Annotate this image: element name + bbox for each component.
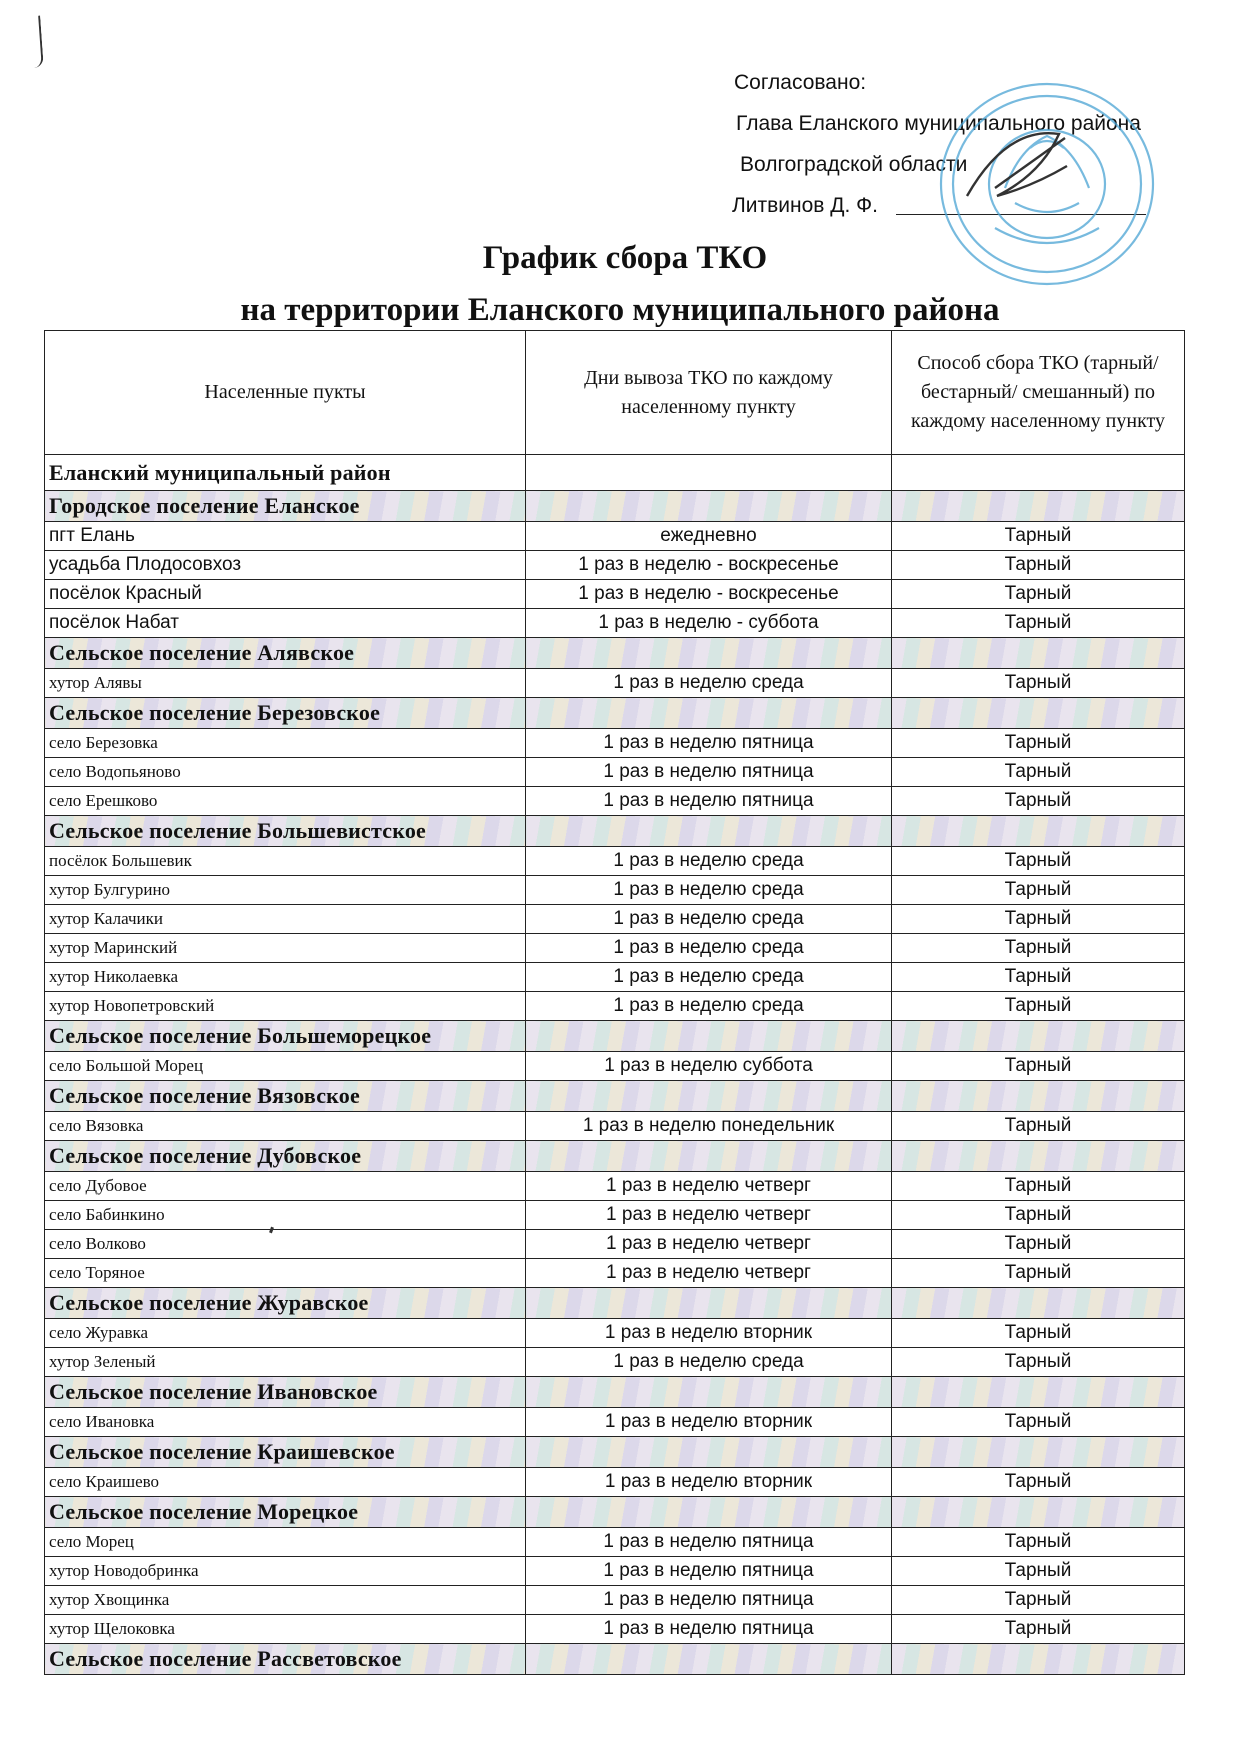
document-subtitle: на территории Еланского муниципального района	[240, 292, 1000, 328]
group-method-cell	[892, 1377, 1185, 1408]
collection-method: Тарный	[892, 669, 1185, 698]
settlement-name: село Морец	[45, 1528, 526, 1557]
settlement-name: усадьба Плодосовхоз	[45, 551, 526, 580]
approval-signatory-name: Литвинов Д. Ф.	[732, 194, 878, 217]
settlement-group-name: Сельское поселение Вязовское	[45, 1081, 526, 1112]
table-row	[45, 992, 1185, 1021]
collection-days: 1 раз в неделю - воскресенье	[526, 580, 892, 609]
table-row	[45, 1052, 1185, 1081]
settlement-name: село Березовка	[45, 729, 526, 758]
collection-days: 1 раз в неделю четверг	[526, 1259, 892, 1288]
collection-days: 1 раз в неделю среда	[526, 847, 892, 876]
collection-days: 1 раз в неделю вторник	[526, 1408, 892, 1437]
group-method-cell	[892, 1644, 1185, 1675]
settlement-name: село Журавка	[45, 1319, 526, 1348]
settlement-group-name: Сельское поселение Большевистское	[45, 816, 526, 847]
settlement-group-row	[45, 1141, 1185, 1172]
district-row	[45, 455, 1185, 491]
collection-days: 1 раз в неделю среда	[526, 669, 892, 698]
collection-method: Тарный	[892, 1112, 1185, 1141]
table-row	[45, 580, 1185, 609]
settlement-group-row	[45, 816, 1185, 847]
table-row	[45, 787, 1185, 816]
settlement-group-name: Сельское поселение Ивановское	[45, 1377, 526, 1408]
district-name: Еланский муниципальный район	[45, 455, 526, 491]
settlement-name: пгт Елань	[45, 522, 526, 551]
group-days-cell	[526, 638, 892, 669]
margin-handwritten-mark	[24, 16, 44, 69]
collection-method: Тарный	[892, 1408, 1185, 1437]
group-days-cell	[526, 1644, 892, 1675]
collection-method: Тарный	[892, 1586, 1185, 1615]
table-body	[45, 455, 1185, 1675]
collection-days: 1 раз в неделю пятница	[526, 1557, 892, 1586]
collection-method: Тарный	[892, 729, 1185, 758]
group-method-cell	[892, 816, 1185, 847]
group-method-cell	[892, 491, 1185, 522]
settlement-group-name: Сельское поселение Алявское	[45, 638, 526, 669]
table-row	[45, 1528, 1185, 1557]
settlement-group-name: Сельское поселение Журавское	[45, 1288, 526, 1319]
settlement-name: посёлок Красный	[45, 580, 526, 609]
group-days-cell	[526, 1141, 892, 1172]
header-collection-days: Дни вывоза ТКО по каждому населенному пункту	[526, 331, 892, 455]
settlement-name: хутор Калачики	[45, 905, 526, 934]
collection-method: Тарный	[892, 1528, 1185, 1557]
settlement-name: хутор Алявы	[45, 669, 526, 698]
settlement-name: посёлок Набат	[45, 609, 526, 638]
collection-method: Тарный	[892, 1319, 1185, 1348]
group-days-cell	[526, 1437, 892, 1468]
group-days-cell	[526, 816, 892, 847]
collection-days: 1 раз в неделю пятница	[526, 1528, 892, 1557]
settlement-group-row	[45, 1497, 1185, 1528]
settlement-group-row	[45, 1437, 1185, 1468]
collection-days: 1 раз в неделю среда	[526, 905, 892, 934]
settlement-group-name: Сельское поселение Дубовское	[45, 1141, 526, 1172]
settlement-group-row	[45, 698, 1185, 729]
collection-method: Тарный	[892, 787, 1185, 816]
collection-method: Тарный	[892, 876, 1185, 905]
district-method-cell	[892, 455, 1185, 491]
collection-days: 1 раз в неделю - воскресенье	[526, 551, 892, 580]
approval-line-position: Глава Еланского муниципального района	[736, 112, 1141, 135]
settlement-name: хутор Булгурино	[45, 876, 526, 905]
table-row	[45, 1348, 1185, 1377]
collection-days: 1 раз в неделю четверг	[526, 1172, 892, 1201]
collection-method: Тарный	[892, 551, 1185, 580]
table-row	[45, 1319, 1185, 1348]
collection-method: Тарный	[892, 758, 1185, 787]
collection-days: 1 раз в неделю пятница	[526, 787, 892, 816]
table-row	[45, 1112, 1185, 1141]
settlement-name: село Вязовка	[45, 1112, 526, 1141]
collection-days: 1 раз в неделю среда	[526, 963, 892, 992]
settlement-name: хутор Хвощинка	[45, 1586, 526, 1615]
settlement-group-row	[45, 1081, 1185, 1112]
collection-method: Тарный	[892, 522, 1185, 551]
collection-method: Тарный	[892, 963, 1185, 992]
table-row	[45, 729, 1185, 758]
group-days-cell	[526, 1288, 892, 1319]
table-row	[45, 1230, 1185, 1259]
settlement-name: село Волково	[45, 1230, 526, 1259]
settlement-name: хутор Щелоковка	[45, 1615, 526, 1644]
collection-method: Тарный	[892, 1052, 1185, 1081]
table-row	[45, 522, 1185, 551]
document-title: График сбора ТКО	[482, 240, 768, 276]
collection-method: Тарный	[892, 934, 1185, 963]
settlement-name: хутор Новодобринка	[45, 1557, 526, 1586]
collection-days: 1 раз в неделю вторник	[526, 1319, 892, 1348]
collection-days: 1 раз в неделю среда	[526, 1348, 892, 1377]
table-row	[45, 1201, 1185, 1230]
collection-days: 1 раз в неделю четверг	[526, 1230, 892, 1259]
group-method-cell	[892, 1081, 1185, 1112]
group-method-cell	[892, 638, 1185, 669]
table-row	[45, 669, 1185, 698]
collection-days: 1 раз в неделю среда	[526, 992, 892, 1021]
settlement-group-name: Сельское поселение Березовское	[45, 698, 526, 729]
settlement-group-row	[45, 1288, 1185, 1319]
settlement-name: село Краишево	[45, 1468, 526, 1497]
table-row	[45, 1615, 1185, 1644]
collection-days: 1 раз в неделю среда	[526, 876, 892, 905]
collection-schedule-table	[44, 330, 1185, 1675]
collection-days: ежедневно	[526, 522, 892, 551]
collection-days: 1 раз в неделю вторник	[526, 1468, 892, 1497]
settlement-name: село Торяное	[45, 1259, 526, 1288]
table-row	[45, 758, 1185, 787]
table-row	[45, 551, 1185, 580]
collection-method: Тарный	[892, 1557, 1185, 1586]
collection-method: Тарный	[892, 1172, 1185, 1201]
group-method-cell	[892, 698, 1185, 729]
settlement-group-row	[45, 1021, 1185, 1052]
approval-line-agreed: Согласовано:	[734, 71, 867, 94]
settlement-name: село Бабинкино	[45, 1201, 526, 1230]
settlement-group-name: Сельское поселение Большеморецкое	[45, 1021, 526, 1052]
approval-line-region: Волгоградской области	[740, 153, 968, 176]
collection-method: Тарный	[892, 580, 1185, 609]
settlement-group-row	[45, 1644, 1185, 1675]
district-days-cell	[526, 455, 892, 491]
group-days-cell	[526, 1081, 892, 1112]
collection-method: Тарный	[892, 1348, 1185, 1377]
group-days-cell	[526, 1021, 892, 1052]
collection-days: 1 раз в неделю среда	[526, 934, 892, 963]
settlement-name: хутор Новопетровский	[45, 992, 526, 1021]
collection-method: Тарный	[892, 1615, 1185, 1644]
group-method-cell	[892, 1288, 1185, 1319]
table-row	[45, 1172, 1185, 1201]
settlement-group-name: Сельское поселение Рассветовское	[45, 1644, 526, 1675]
settlement-name: село Водопьяново	[45, 758, 526, 787]
header-settlements: Населенные пукты	[45, 331, 526, 455]
collection-days: 1 раз в неделю понедельник	[526, 1112, 892, 1141]
collection-days: 1 раз в неделю пятница	[526, 1586, 892, 1615]
table-row	[45, 876, 1185, 905]
collection-days: 1 раз в неделю суббота	[526, 1052, 892, 1081]
collection-method: Тарный	[892, 905, 1185, 934]
collection-days: 1 раз в неделю пятница	[526, 1615, 892, 1644]
collection-method: Тарный	[892, 992, 1185, 1021]
settlement-name: село Ерешково	[45, 787, 526, 816]
settlement-group-name: Сельское поселение Морецкое	[45, 1497, 526, 1528]
group-method-cell	[892, 1141, 1185, 1172]
table-row	[45, 609, 1185, 638]
table-header-row	[45, 331, 1185, 455]
settlement-group-row	[45, 1377, 1185, 1408]
settlement-name: село Большой Морец	[45, 1052, 526, 1081]
collection-method: Тарный	[892, 1259, 1185, 1288]
group-method-cell	[892, 1437, 1185, 1468]
settlement-name: хутор Маринский	[45, 934, 526, 963]
settlement-name: село Дубовое	[45, 1172, 526, 1201]
settlement-name: посёлок Большевик	[45, 847, 526, 876]
table-row	[45, 905, 1185, 934]
settlement-name: хутор Николаевка	[45, 963, 526, 992]
group-method-cell	[892, 1021, 1185, 1052]
settlement-group-name: Сельское поселение Краишевское	[45, 1437, 526, 1468]
settlement-name: село Ивановка	[45, 1408, 526, 1437]
collection-method: Тарный	[892, 609, 1185, 638]
table-row	[45, 1468, 1185, 1497]
settlement-name: хутор Зеленый	[45, 1348, 526, 1377]
collection-days: 1 раз в неделю - суббота	[526, 609, 892, 638]
table-row	[45, 963, 1185, 992]
table-row	[45, 1586, 1185, 1615]
collection-days: 1 раз в неделю пятница	[526, 729, 892, 758]
header-collection-method: Способ сбора ТКО (тарный/бестарный/ смешанный) по каждому населенному пункту	[892, 331, 1185, 455]
group-days-cell	[526, 1377, 892, 1408]
table-row	[45, 1259, 1185, 1288]
collection-days: 1 раз в неделю пятница	[526, 758, 892, 787]
table-row	[45, 934, 1185, 963]
table-row	[45, 847, 1185, 876]
table-row	[45, 1557, 1185, 1586]
settlement-group-row	[45, 491, 1185, 522]
collection-method: Тарный	[892, 1468, 1185, 1497]
collection-method: Тарный	[892, 1230, 1185, 1259]
collection-method: Тарный	[892, 1201, 1185, 1230]
settlement-group-name: Городское поселение Еланское	[45, 491, 526, 522]
group-method-cell	[892, 1497, 1185, 1528]
settlement-group-row	[45, 638, 1185, 669]
group-days-cell	[526, 491, 892, 522]
group-days-cell	[526, 698, 892, 729]
table-row	[45, 1408, 1185, 1437]
group-days-cell	[526, 1497, 892, 1528]
collection-method: Тарный	[892, 847, 1185, 876]
collection-days: 1 раз в неделю четверг	[526, 1201, 892, 1230]
